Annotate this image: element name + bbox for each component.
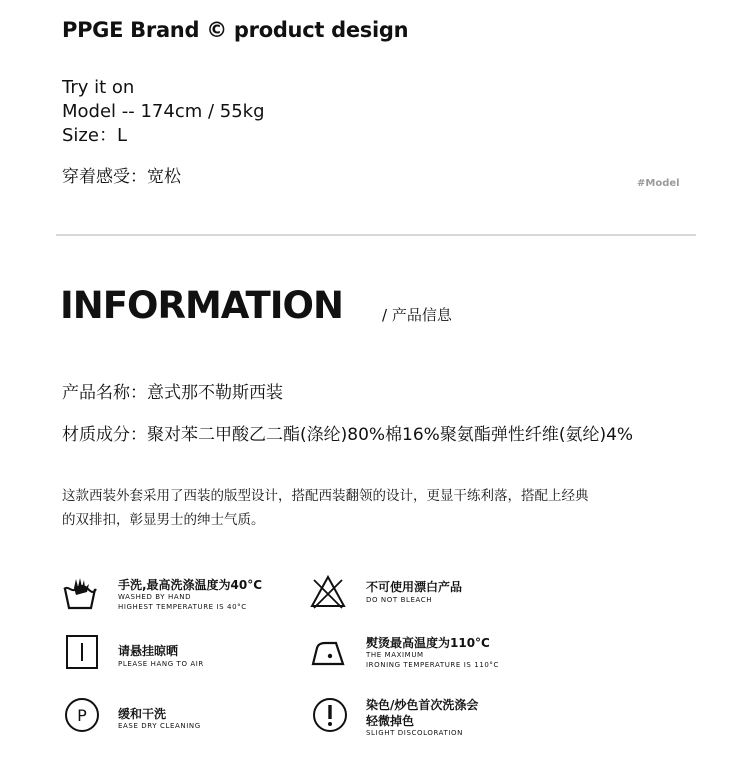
care-en-iron-1: THE MAXIMUM <box>366 651 424 659</box>
warning-icon <box>312 697 348 733</box>
fit-feel: 穿着感受：宽松 <box>62 167 181 187</box>
care-en-warning: SLIGHT DISCOLORATION <box>366 729 463 737</box>
care-en-hand-wash-1: WASHED BY HAND <box>118 593 192 601</box>
information-title: INFORMATION <box>60 284 343 327</box>
iron-icon <box>310 634 346 670</box>
care-title-hang-dry: 请悬挂晾晒 <box>118 644 179 658</box>
care-title-warning-1: 染色/炒色首次洗涤会 <box>366 698 479 712</box>
size-label: Size：L <box>62 125 127 146</box>
model-info <box>62 76 265 148</box>
care-en-dry-clean: EASE DRY CLEANING <box>118 722 201 730</box>
product-name: 产品名称：意式那不勒斯西装 <box>62 383 283 403</box>
description-line-1: 这款西装外套采用了西装的版型设计，搭配西装翻领的设计，更显干练利落，搭配上经典 <box>62 488 589 504</box>
dry-clean-icon <box>64 697 100 733</box>
care-title-iron: 熨烫最高温度为110°C <box>366 636 490 650</box>
section-divider <box>56 234 696 236</box>
try-on-label: Try it on <box>62 77 135 98</box>
care-en-iron-2: IRONING TEMPERATURE IS 110°C <box>366 661 500 669</box>
care-title-dry-clean: 缓和干洗 <box>118 707 167 721</box>
care-en-no-bleach: DO NOT BLEACH <box>366 596 433 604</box>
care-title-no-bleach: 不可使用漂白产品 <box>366 580 463 594</box>
care-en-hand-wash-2: HIGHEST TEMPERATURE IS 40°C <box>118 603 247 611</box>
care-title-hand-wash: 手洗,最高洗涤温度为40°C <box>118 578 263 592</box>
description-line-2: 的双排扣，彰显男士的绅士气质。 <box>62 512 265 528</box>
care-en-hang-dry: PLEASE HANG TO AIR <box>118 660 204 668</box>
no-bleach-icon <box>310 574 346 610</box>
model-tag: #Model <box>637 178 680 189</box>
brand-header: PPGE Brand © product design <box>62 18 409 42</box>
model-measurements: Model -- 174cm / 55kg <box>62 101 265 122</box>
hand-wash-icon <box>62 575 98 611</box>
care-title-warning-2: 轻微掉色 <box>366 714 415 728</box>
information-subtitle: / 产品信息 <box>382 306 452 324</box>
svg-text:P: P <box>77 706 87 725</box>
product-description <box>62 484 702 532</box>
hang-dry-icon <box>64 634 100 670</box>
material-composition: 材质成分：聚对苯二甲酸乙二酯(涤纶)80%棉16%聚氨酯弹性纤维(氨纶)4% <box>62 425 634 445</box>
